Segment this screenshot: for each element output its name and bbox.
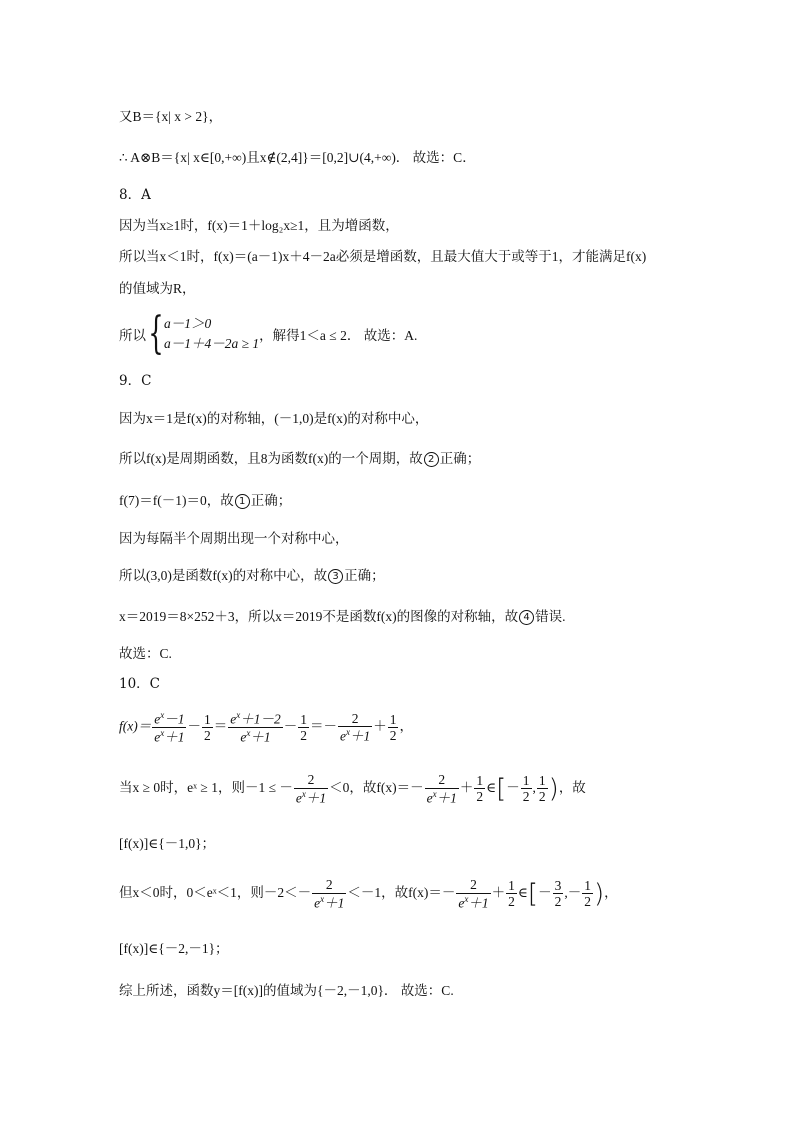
fraction-half: $\frac{1}{2}$ (203, 711, 211, 744)
fraction-4: $\frac{2}{e^x+1}$ (295, 772, 327, 806)
q10-line-2-suffix: ，故 (558, 779, 586, 795)
fraction-6: $\frac{2}{e^x+1}$ (314, 877, 345, 911)
fraction-1: $\frac{e^x-1}{e^x+1}$ (154, 710, 185, 745)
fraction-half-6: $\frac{1}{2}$ (508, 877, 515, 910)
q9-line-5-end: 正确； (344, 568, 385, 583)
fraction-5: $\frac{2}{e^x+1}$ (426, 772, 457, 806)
fraction-neg-three-halves: $\frac{3}{2}$ (554, 877, 562, 910)
question-9-heading: 9．C (119, 373, 152, 389)
q10-line-4-prefix: 但x＜0时，0＜eˣ＜1，则－2＜－ (119, 884, 312, 900)
q9-line-2-text: 所以f(x)是周期函数，且8为函数f(x)的一个周期，故 (119, 451, 423, 466)
question-9-line-5 (119, 569, 385, 584)
f-lhs: f(x)＝ (119, 718, 152, 734)
question-9-line-4: 因为每隔半个周期出现一个对称中心， (119, 531, 349, 546)
q9-line-3-text: f(7)＝f(－1)＝0，故 (119, 493, 234, 508)
question-10-line-2: 当x ≥ 0时，eˣ ≥ 1，则－1 ≤ － $\frac{2}{e^x+1}$ ＜0，故f(x)＝－ $\frac{2}{e^x+1}$ ＋ $\frac{1}{2}$ ∈[－ $\frac{1}{2}$ , $\frac{1}{2}$ )，故 (119, 772, 586, 806)
circled-3-icon: 3 (328, 569, 343, 584)
fraction-neg-half-2: $\frac{1}{2}$ (584, 877, 591, 910)
question-9-line-3 (119, 494, 291, 509)
fraction-half-2: $\frac{1}{2}$ (300, 711, 307, 744)
q9-line-6-text: x＝2019＝8×252＋3，所以x＝2019不是函数f(x)的图像的对称轴，故 (119, 609, 519, 624)
question-9-line-6 (119, 610, 565, 625)
q9-line-2-end: 正确； (439, 451, 481, 466)
fraction-half-4: $\frac{1}{2}$ (476, 772, 484, 805)
circled-1-icon: 1 (235, 494, 250, 509)
question-10-line-6: 综上所述，函数y＝[f(x)]的值域为{－2,－1,0}． 故选：C. (119, 983, 454, 998)
fraction-2: $\frac{e^x+1-2}{e^x+1}$ (230, 710, 281, 745)
question-8-heading: 8．A (119, 187, 151, 203)
question-10-line-3: [f(x)]∈{－1,0}； (119, 836, 216, 851)
question-8-line-1: 因为当x≥1时，f(x)＝1＋log₂x≥1，且为增函数， (119, 218, 399, 233)
left-brace-icon: { (148, 308, 164, 359)
question-10-line-4: 但x＜0时，0＜eˣ＜1，则－2＜－ $\frac{2}{e^x+1}$ ＜－1，故f(x)＝－ $\frac{2}{e^x+1}$ ＋ $\frac{1}{2}$ ∈[－ $\frac{3}{2}$ ,－ $\frac{1}{2}$ )， (119, 877, 618, 911)
q10-line-4-mid: ＜－1，故f(x)＝－ (347, 884, 456, 900)
system-prefix: 所以 (119, 328, 146, 343)
fraction-7: $\frac{2}{e^x+1}$ (458, 877, 489, 911)
question-9-line-1: 因为x＝1是f(x)的对称轴，(－1,0)是f(x)的对称中心， (119, 411, 429, 426)
question-9-line-2 (119, 452, 480, 467)
q10-line-2-prefix: 当x ≥ 0时，eˣ ≥ 1，则－1 ≤ － (119, 779, 293, 795)
question-8-system (119, 308, 418, 359)
fraction-half-3: $\frac{1}{2}$ (389, 711, 397, 744)
system-row-1: a－1＞0 (164, 315, 212, 331)
q9-line-3-end: 正确； (250, 493, 292, 508)
question-10-heading: 10．C (119, 676, 161, 692)
fraction-half-5: $\frac{1}{2}$ (538, 772, 546, 805)
question-8-line-2: 所以当x＜1时，f(x)＝(a－1)x＋4－2a必须是增函数，且最大值大于或等于1，才能满足f(x) (119, 249, 647, 264)
circled-2-icon: 2 (424, 452, 439, 467)
system-rows (164, 314, 259, 355)
fraction-3: $\frac{2}{e^x+1}$ (339, 710, 371, 744)
system-row-2: a－1＋4－2a ≥ 1 (164, 336, 260, 351)
question-10-line-5: [f(x)]∈{－2,－1}； (119, 941, 229, 956)
question-10-formula: f(x)＝ $\frac{e^x-1}{e^x+1}$ － $\frac{1}{2}$ ＝ $\frac{e^x+1-2}{e^x+1}$ － $\frac{1}{2}$ ＝－ $\frac{2}{e^x+1}$ ＋ $\frac{1}{2}$ ， (119, 710, 413, 745)
text-line-b-set: 又B＝{x| x > 2}， (119, 109, 223, 124)
text-line-a-otimes-b: ∴ A⊗B＝{x| x∈[0,+∞)且x∉(2,4]}＝[0,2]∪(4,+∞)． 故选：C． (119, 150, 476, 165)
question-9-conclusion: 故选：C. (119, 646, 172, 661)
question-8-line-3: 的值域为R， (119, 281, 196, 296)
q10-line-2-mid: ＜0，故f(x)＝－ (329, 779, 424, 795)
system-suffix: ，解得1＜a ≤ 2． 故选：A. (259, 328, 418, 343)
circled-4-icon: 4 (519, 610, 534, 625)
fraction-neg-half: $\frac{1}{2}$ (522, 772, 530, 805)
q9-line-6-end: 错误. (535, 609, 566, 624)
q9-line-5-text: 所以(3,0)是函数f(x)的对称中心，故 (119, 568, 328, 583)
